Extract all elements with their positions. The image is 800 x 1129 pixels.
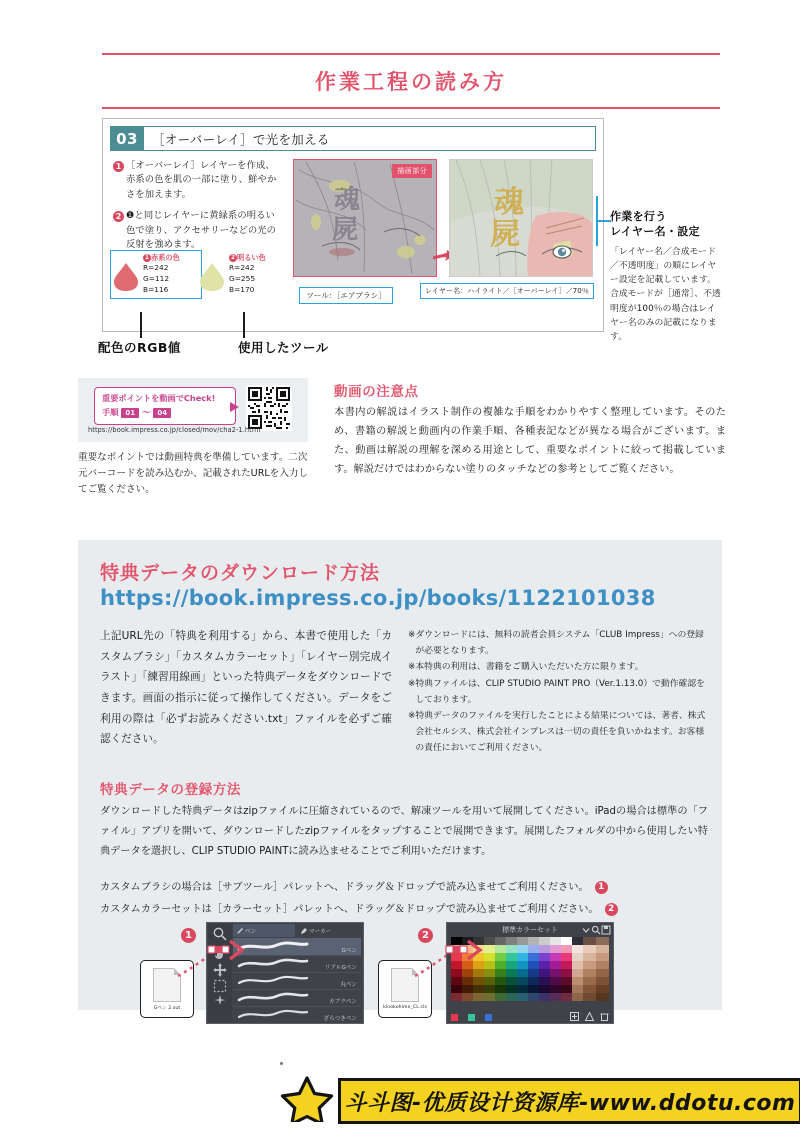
qr-bubble-line1: 重要ポイントを動画でCheck! (102, 393, 216, 403)
caption-tool: 使用したツール (238, 340, 329, 355)
watermark-bar (338, 1078, 800, 1124)
qr-step-to: 04 (153, 408, 171, 418)
note-text-1: ダウンロードには、無料の読者会員システム「CLUB Impress」への登録が必要となります。 (415, 630, 704, 656)
registration-badge-1: 1 (595, 881, 608, 894)
wand-icon[interactable] (212, 994, 228, 1010)
brush-name-4: ざらつきペン (323, 1016, 357, 1022)
selection-icon[interactable] (212, 978, 228, 994)
download-section (78, 540, 722, 1022)
leader-line-right (597, 220, 611, 222)
right-annotation (610, 210, 722, 344)
drawing-area-badge: 描画部分 (392, 164, 432, 178)
registration-line-1-text: カスタムブラシの場合は［サブツール］パレットへ、ドラッグ＆ドロップで読み込ませてご利用ください。 (100, 882, 589, 893)
brush-name-3: カブラペン (329, 999, 357, 1005)
color-swatch-group (113, 253, 288, 296)
bullet-text-1: ［オーバーレイ］レイヤーを作成、赤系の色を肌の一部に塗り、鮮やかさを加えます。 (126, 160, 277, 200)
brush-name-2: 丸ペン (340, 982, 357, 988)
alert-icon[interactable] (585, 1012, 594, 1021)
registration-line-2 (100, 900, 708, 919)
download-title: 特典データのダウンロード方法 (100, 562, 381, 584)
list-item[interactable] (233, 989, 361, 1007)
illustration-group (293, 159, 593, 295)
colorset-panel-title: 標準カラーセット (502, 926, 558, 934)
palette-tab-bar[interactable] (233, 924, 361, 937)
bullet-number-2: 2 (113, 211, 124, 222)
list-item (408, 677, 708, 708)
leader-bracket-right (596, 196, 598, 246)
illustration-after (449, 159, 593, 277)
brush-name-1: リアルGペン (324, 965, 357, 971)
watermark-dot (280, 1062, 283, 1065)
qr-step-label: 手順 (102, 407, 119, 417)
download-body: 上記URL先の「特典を利用する」から、本書で使用した「カスタムブラシ」「カスタムカラーセット」「レイヤー別完成イラスト」「練習用線画」といった特典データをダウンロードできます。画面の指示に従って操作してください。データをご利用の際は「必ずお読みください.txt」ファイルを必ずご確認ください。 (100, 630, 392, 746)
qr-description: 重要なポイントでは動画特典を準備しています。二次元バーコードを読み込むか、記載されたURLを入力してご覧ください。 (78, 452, 309, 495)
callout-marker-1: 1 (181, 928, 196, 943)
droplet-icon-bright (199, 262, 225, 292)
brush-name-0: Gペン (341, 948, 357, 954)
file-name-brush: Gペン 2.sut (153, 1005, 181, 1011)
star-icon (278, 1076, 336, 1122)
download-notes (408, 628, 708, 757)
list-item (408, 628, 708, 659)
list-item[interactable] (233, 938, 361, 956)
step-title: ［オーバーレイ］で光を加える (152, 131, 330, 147)
note-marker: ※ (408, 662, 416, 673)
bullet-number-1: 1 (113, 161, 124, 172)
tab-marker[interactable]: マーカー (297, 924, 361, 937)
svg-text:魂: 魂 (334, 185, 361, 215)
qr-step-sep: ～ (142, 407, 151, 417)
colorset-footer-swatches[interactable] (451, 1014, 492, 1021)
color-swatch-bright (199, 253, 285, 296)
svg-text:屍: 屍 (490, 217, 520, 252)
list-item (408, 660, 708, 676)
list-item[interactable] (233, 972, 361, 990)
step-bullet-list (113, 159, 278, 259)
file-name-colorset: kinokohime_CL.cls (383, 1005, 427, 1010)
registration-line-2-text: カスタムカラーセットは［カラーセット］パレットへ、ドラッグ＆ドロップで読み込ませてご利用ください。 (100, 904, 599, 915)
chevron-down-icon[interactable] (581, 925, 591, 935)
add-icon[interactable] (570, 1012, 579, 1021)
list-item (113, 209, 278, 252)
list-item[interactable] (233, 1006, 361, 1023)
color-g-red: G=112 (143, 274, 170, 284)
swatch-red[interactable] (451, 1014, 458, 1021)
color-swatch-red (113, 253, 199, 296)
color-b-red: B=116 (143, 284, 169, 294)
registration-badge-2: 2 (605, 903, 618, 916)
registration-title: 特典データの登録方法 (100, 782, 241, 798)
drop-cursor-1 (206, 938, 246, 964)
svg-text:魂: 魂 (494, 185, 524, 220)
video-notes-body: 本書内の解説はイラスト制作の複雑な手順をわかりやすく整理しています。そのため、書籍の解説と動画内の作業手順、各種表記などが異なる場合がございます。また、動画は解説の理解を深める用途として、重要なポイントに絞って掲載しています。解説だけではわからない塗りのタッチなどの参考としてご覧ください。 (334, 407, 726, 475)
caption-rgb: 配色のRGB値 (98, 340, 181, 355)
registration-body: ダウンロードした特典データはzipファイルに圧縮されているので、解凍ツールを用いて展開してください。iPadの場合は標準の「ファイル」アプリを開いて、ダウンロードしたzipファイルをタップすることで展開できます。展開したフォルダの中から使用したい特典データを選択し、CLIP STUDIO PAINTに読み込ませることでご利用いただけます。 (100, 806, 708, 857)
tool-used-note: ツール：［エアブラシ］ (299, 287, 393, 304)
step-title-box (144, 126, 596, 151)
brush-stroke-icon (237, 958, 309, 969)
list-item (113, 159, 278, 202)
note-text-2: 本特典の利用は、書籍をご購入いただいた方に限ります。 (415, 662, 644, 673)
right-annotation-heading: 作業を行う レイヤー名・設定 (610, 210, 700, 238)
drop-cursor-2 (444, 938, 484, 964)
step-panel (102, 118, 604, 332)
brush-stroke-icon (237, 992, 309, 1003)
page-title: 作業工程の読み方 (315, 70, 507, 94)
swatch-blue[interactable] (485, 1014, 492, 1021)
qr-bubble-tail-icon (230, 402, 239, 412)
color-label-red: 1 赤系の色 (144, 253, 180, 262)
bullet-text-2: ❶と同じレイヤーに黄緑系の明るい色で塗り、アクセサリーなどの光の反射を強めます。 (126, 210, 277, 251)
brush-stroke-icon (237, 941, 309, 952)
video-notes-title: 動画の注意点 (334, 384, 419, 400)
color-b-bright: B=170 (229, 284, 255, 294)
svg-text:屍: 屍 (332, 215, 359, 245)
color-g-bright: G=255 (229, 274, 256, 284)
tab-pen[interactable]: ペン (233, 924, 295, 937)
qr-speech-bubble (94, 387, 236, 425)
color-values-bright (229, 253, 266, 296)
note-marker: ※ (408, 630, 416, 640)
page-title-band (102, 53, 720, 109)
save-icon[interactable] (601, 925, 611, 935)
color-label-bright: 2 明るい色 (230, 253, 266, 262)
note-text-4: 特典データのファイルを実行したことによる結果については、著者、株式会社セルシス、株式会社インプレスは一切の責任を負いかねます。お客様の責任においてご利用ください。 (415, 711, 706, 753)
watermark-banner (270, 1068, 800, 1129)
brush-stroke-icon (237, 1009, 309, 1020)
swatch-green[interactable] (468, 1014, 475, 1021)
color-r-bright: R=242 (229, 263, 255, 273)
watermark-text: 斗斗图-优质设计资源库-www.ddotu.com (344, 1090, 796, 1116)
right-annotation-body: 「レイヤー名／合成モード／不透明度」の順にレイヤー設定を記載しています。合成モードが［通常］、不透明度が100％の場合はレイヤー名のみの記載になります。 (610, 246, 721, 343)
registration-line-1 (100, 878, 708, 897)
leader-line-rgb (140, 312, 142, 338)
colorset-footer-actions[interactable] (570, 1012, 609, 1021)
download-url[interactable]: https://book.impress.co.jp/books/1122101038 (100, 586, 656, 610)
search-icon[interactable] (591, 925, 601, 935)
layer-setting-note: レイヤー名：ハイライト／［オーバーレイ］／70％ (420, 283, 594, 299)
color-r-red: R=242 (143, 263, 169, 273)
move-icon[interactable] (212, 962, 228, 978)
note-marker: ※ (408, 711, 416, 722)
step-number: 03 (110, 126, 144, 151)
qr-code-icon[interactable] (246, 385, 292, 431)
step-header (110, 126, 596, 151)
brush-stroke-icon (237, 975, 309, 986)
callout-marker-2: 2 (418, 928, 433, 943)
trash-icon[interactable] (600, 1012, 609, 1021)
qr-callout-box (78, 378, 308, 442)
qr-bubble-line2 (102, 407, 171, 418)
droplet-icon-red (113, 262, 139, 292)
qr-url-text: https://book.impress.co.jp/closed/mov/cha2-1.html (88, 426, 261, 434)
illustration-before (293, 159, 437, 277)
color-values-red (143, 253, 180, 296)
list-item (408, 709, 708, 756)
note-text-3: 特典ファイルは、CLIP STUDIO PAINT PRO（Ver.1.13.0）で動作確認をしております。 (415, 678, 705, 705)
qr-step-from: 01 (121, 408, 139, 418)
note-marker: ※ (408, 678, 416, 689)
leader-line-tool (243, 312, 245, 338)
list-item[interactable] (233, 955, 361, 973)
